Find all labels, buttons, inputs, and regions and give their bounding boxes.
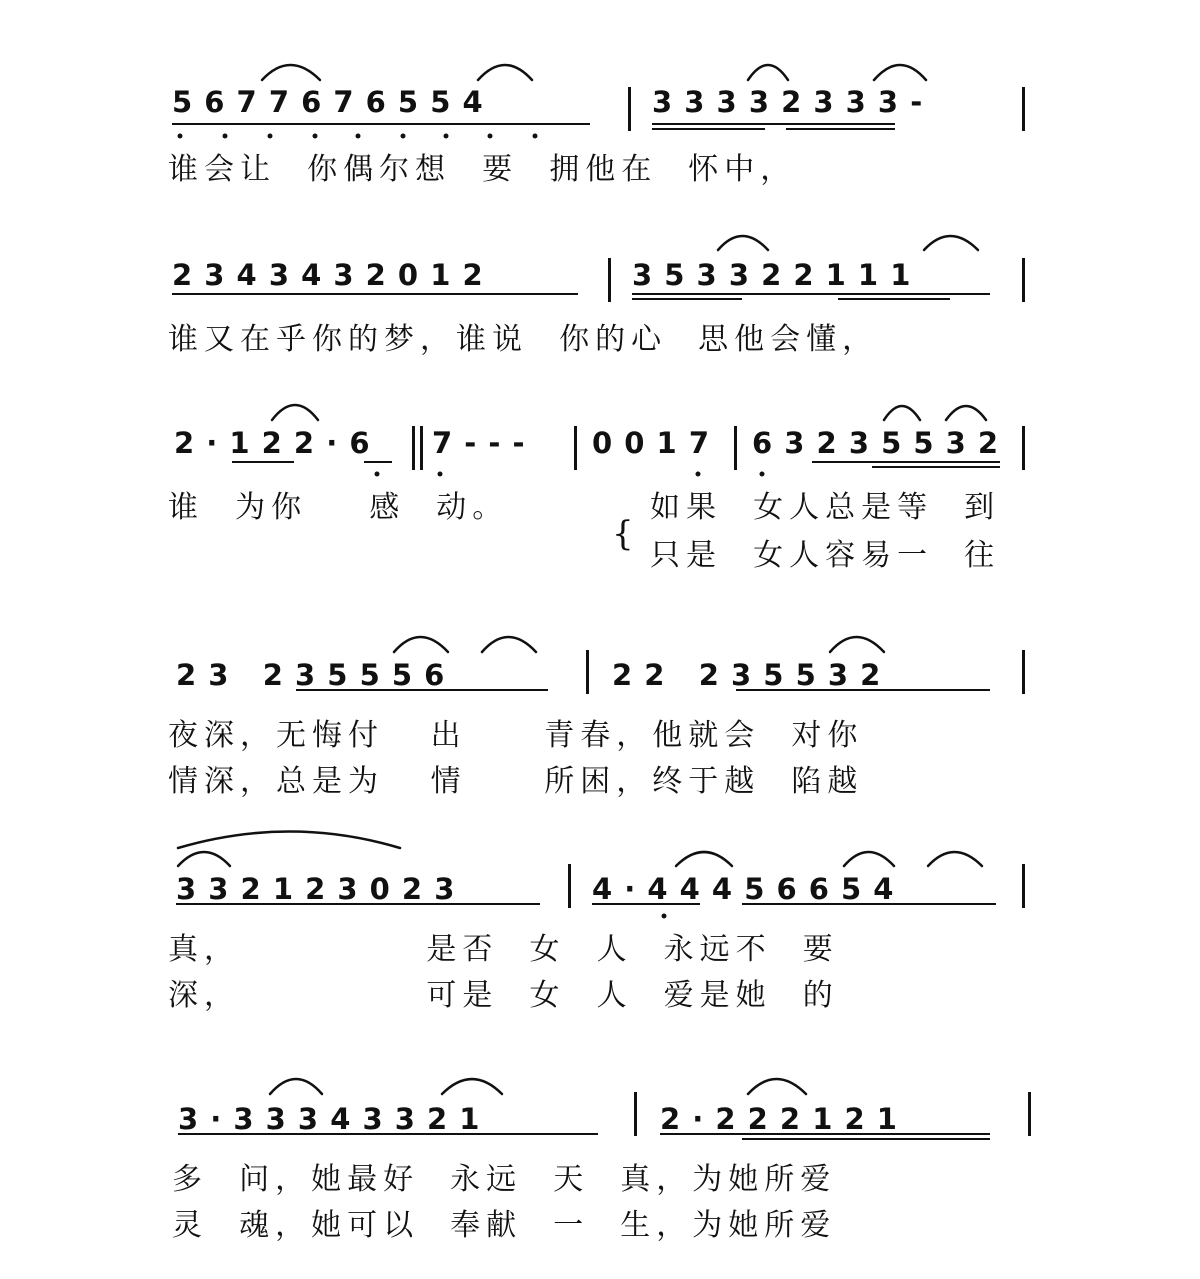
slur <box>928 852 982 866</box>
slur <box>676 852 732 866</box>
barline <box>634 1092 637 1136</box>
slur <box>748 65 788 80</box>
octave-dot <box>223 134 228 139</box>
notes-measure-12: 4 · 4 4 4 5 6 6 5 4 <box>592 872 895 906</box>
lyric-line-verse-1: 真， 是否 女 人 永远不 要 <box>168 932 839 967</box>
slur <box>844 852 894 866</box>
slur <box>748 1079 806 1094</box>
notes-measure-9: 2 3 2 3 5 5 5 6 <box>176 658 446 692</box>
barline <box>1022 650 1025 694</box>
octave-dot <box>438 472 443 477</box>
slur <box>272 405 318 420</box>
lyric-line-verse-1: 如果 女人总是等 到 <box>650 490 1001 525</box>
barline <box>568 864 571 908</box>
slur <box>830 637 884 652</box>
lyric-line-verse-2: 深， 可是 女 人 爱是她 的 <box>168 978 839 1013</box>
notes-measure-2: 3 3 3 3 2 3 3 3 - <box>652 85 924 119</box>
octave-dot <box>178 134 183 139</box>
octave-dot <box>444 134 449 139</box>
notes-measure-8: 6 3 2 3 5 5 3 2 <box>752 426 1000 460</box>
notes-measure-13: 3 · 3 3 3 4 3 3 2 1 <box>178 1102 481 1136</box>
octave-dot <box>533 134 538 139</box>
barline <box>574 426 577 470</box>
slur <box>482 637 536 652</box>
slur <box>270 1079 322 1094</box>
barline <box>586 650 589 694</box>
slur <box>442 1079 502 1094</box>
barline <box>608 258 611 302</box>
barline <box>1022 258 1025 302</box>
notes-measure-14: 2 · 2 2 2 1 2 1 <box>660 1102 898 1136</box>
lyric-line-verse-2: 灵 魂，她可以 奉献 一 生，为她所爱 <box>172 1208 837 1243</box>
barline <box>628 87 631 131</box>
slur <box>178 852 230 866</box>
lyric-line: 谁会让 你偶尔想 要 拥他在 怀中， <box>168 152 797 187</box>
verse-brace: { <box>612 514 634 554</box>
slur <box>718 236 768 250</box>
slur <box>924 236 978 250</box>
octave-dot <box>488 134 493 139</box>
barline <box>1022 864 1025 908</box>
notes-measure-4: 3 5 3 3 2 2 1 1 1 <box>632 258 912 292</box>
barline <box>1022 87 1025 131</box>
barline <box>420 426 423 470</box>
octave-dot <box>662 914 667 919</box>
notes-measure-3: 2 3 4 3 4 3 2 0 1 2 <box>172 258 484 292</box>
octave-dot <box>760 472 765 477</box>
octave-dot <box>356 134 361 139</box>
slur <box>178 832 400 849</box>
notes-measure-5: 2 · 1 2 2 · 6 <box>174 426 371 460</box>
notes-measure-11: 3 3 2 1 2 3 0 2 3 <box>176 872 456 906</box>
slur <box>394 637 448 652</box>
octave-dot <box>313 134 318 139</box>
notes-measure-1: 5 6 7 7 6 7 6 5 5 4 <box>172 85 484 119</box>
lyric-line-verse-1: 夜深，无悔付 出 青春，他就会 对你 <box>168 718 864 753</box>
barline <box>412 426 415 470</box>
barline <box>1022 426 1025 470</box>
slur <box>874 65 926 80</box>
slur <box>884 406 920 420</box>
slur <box>946 406 986 420</box>
lyric-line-verse-2: 只是 女人容易一 往 <box>650 538 1001 573</box>
lyric-line: 谁又在乎你的梦，谁说 你的心 思他会懂， <box>168 322 879 357</box>
lyric-line-verse-1: 多 问，她最好 永远 天 真，为她所爱 <box>172 1162 837 1197</box>
octave-dot <box>696 472 701 477</box>
notes-measure-10: 2 2 2 3 5 5 3 2 <box>612 658 882 692</box>
octave-dot <box>401 134 406 139</box>
octave-dot <box>268 134 273 139</box>
notes-measure-6: 7 - - - <box>432 426 526 460</box>
notes-measure-7: 0 0 1 7 <box>592 426 711 460</box>
barline <box>1028 1092 1031 1136</box>
slur <box>478 65 532 80</box>
barline <box>734 426 737 470</box>
lyric-line-verse-2: 情深，总是为 情 所困，终于越 陷越 <box>168 764 864 799</box>
slur <box>262 65 320 80</box>
lyric-line: 谁 为你 感 动。 <box>168 490 509 525</box>
octave-dot <box>375 472 380 477</box>
